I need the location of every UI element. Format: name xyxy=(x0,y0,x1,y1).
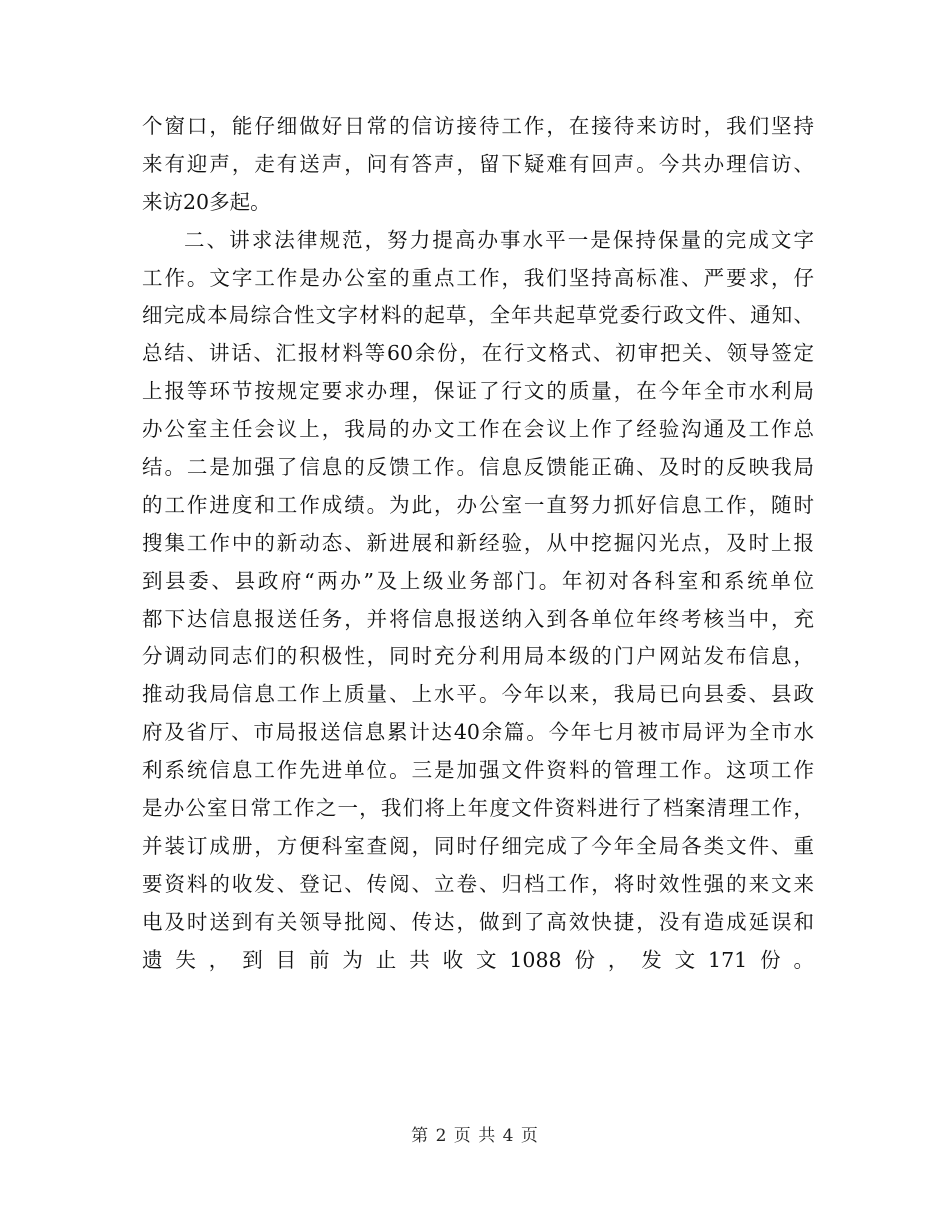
text-line: 到县委、县政府“两办”及上级业务部门。年初对各科室和系统单位 xyxy=(142,568,814,593)
text-line: 遗失，到目前为止共收文1088份，发文171份。 xyxy=(142,947,814,972)
text-line: 分调动同志们的积极性，同时充分利用局本级的门户网站发布信息， xyxy=(142,644,814,669)
body-text xyxy=(142,108,814,1017)
text-line xyxy=(142,979,814,1017)
text-line: 搜集工作中的新动态、新进展和新经验，从中挖掘闪光点，及时上报 xyxy=(142,530,814,555)
paragraph-2 xyxy=(142,222,814,1018)
text-line: 办公室主任会议上，我局的办文工作在会议上作了经验沟通及工作总 xyxy=(142,417,814,442)
text-line: 推动我局信息工作上质量、上水平。今年以来，我局已向县委、县政 xyxy=(142,682,814,707)
text-line: 是办公室日常工作之一，我们将上年度文件资料进行了档案清理工作， xyxy=(142,796,814,821)
text-line: 来有迎声，走有送声，问有答声，留下疑难有回声。今共办理信访、 xyxy=(142,151,814,176)
text-line: 来访20多起。 xyxy=(142,189,271,214)
text-line: 都下达信息报送任务，并将信息报送纳入到各单位年终考核当中，充 xyxy=(142,606,814,631)
text-line: 府及省厅、市局报送信息累计达40余篇。今年七月被市局评为全市水 xyxy=(142,720,814,745)
text-line: 利系统信息工作先进单位。三是加强文件资料的管理工作。这项工作 xyxy=(142,758,814,783)
text-line: 个窗口，能仔细做好日常的信访接待工作，在接待来访时，我们坚持 xyxy=(142,114,814,138)
text-line: 并装订成册，方便科室查阅，同时仔细完成了今年全局各类文件、重 xyxy=(142,833,814,858)
paragraph-1 xyxy=(142,108,814,222)
text-line: 电及时送到有关领导批阅、传达，做到了高效快捷，没有造成延误和 xyxy=(142,909,814,934)
page-number-footer: 第 2 页 共 4 页 xyxy=(411,1126,539,1146)
text-line: 的工作进度和工作成绩。为此，办公室一直努力抓好信息工作，随时 xyxy=(142,492,814,517)
text-line: 要资料的收发、登记、传阅、立卷、归档工作，将时效性强的来文来 xyxy=(142,871,814,896)
text-line: 结。二是加强了信息的反馈工作。信息反馈能正确、及时的反映我局 xyxy=(142,455,814,480)
text-line: 工作。文字工作是办公室的重点工作，我们坚持高标准、严要求，仔 xyxy=(142,265,814,290)
text-line: 二、讲求法律规范，努力提高办事水平一是保持保量的完成文字 xyxy=(184,227,814,252)
text-line: 上报等环节按规定要求办理，保证了行文的质量，在今年全市水利局 xyxy=(142,379,814,404)
text-line: 总结、讲话、汇报材料等60余份，在行文格式、初审把关、领导签定 xyxy=(142,341,814,366)
text-line: 细完成本局综合性文字材料的起草，全年共起草党委行政文件、通知、 xyxy=(142,303,814,328)
